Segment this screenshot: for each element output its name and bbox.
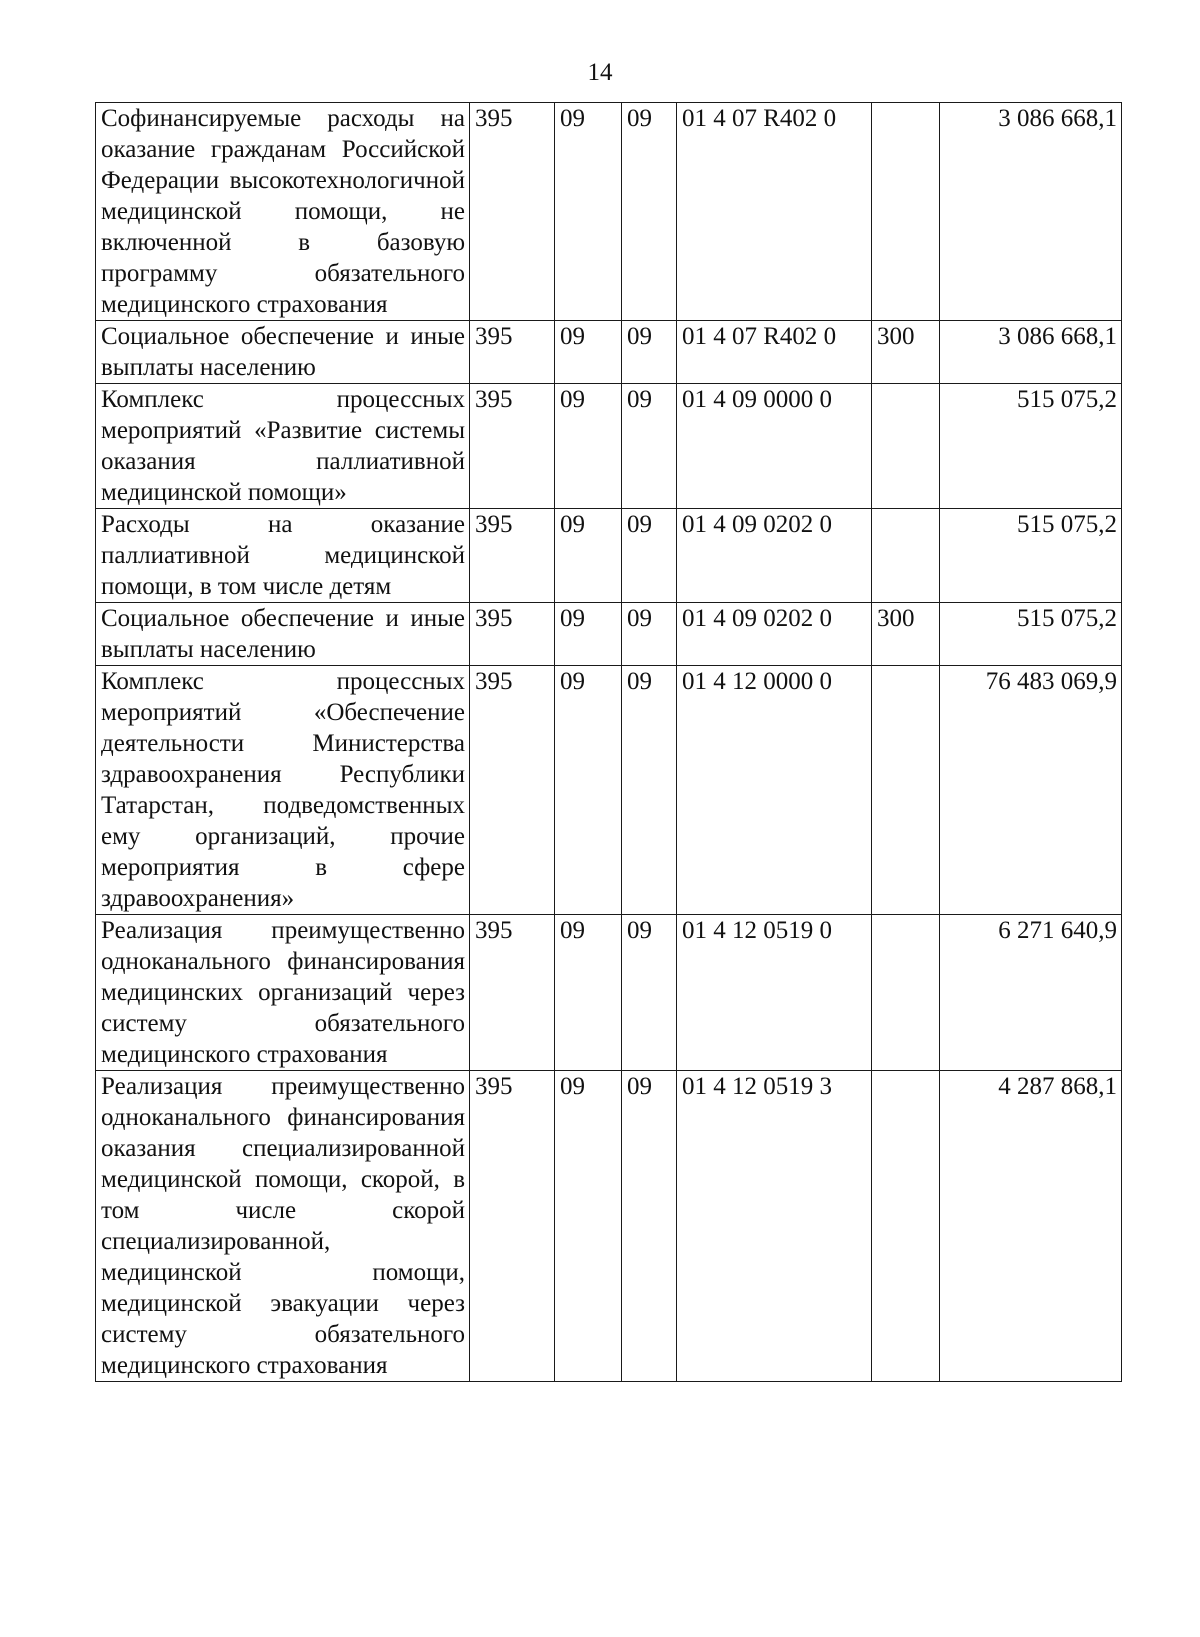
subsection-code: 09 <box>622 1071 677 1382</box>
expense-type-code <box>872 509 940 603</box>
section-code: 09 <box>555 384 622 509</box>
row-name: Комплекс процессных мероприятий «Обеспечение деятельности Министерства здравоохранения Республики Татарстан, подведомственных ему организаций, прочие мероприятия в сфере здравоохранения» <box>96 666 470 915</box>
subsection-code: 09 <box>622 915 677 1071</box>
table-row <box>96 915 1122 1071</box>
amount: 515 075,2 <box>940 509 1122 603</box>
subsection-code: 09 <box>622 666 677 915</box>
amount: 76 483 069,9 <box>940 666 1122 915</box>
amount: 6 271 640,9 <box>940 915 1122 1071</box>
expense-type-code <box>872 103 940 321</box>
ministry-code: 395 <box>470 603 555 666</box>
section-code: 09 <box>555 666 622 915</box>
table-row <box>96 321 1122 384</box>
table-row <box>96 603 1122 666</box>
amount: 3 086 668,1 <box>940 321 1122 384</box>
target-code: 01 4 09 0000 0 <box>677 384 872 509</box>
row-name: Комплекс процессных мероприятий «Развитие системы оказания паллиативной медицинской помощи» <box>96 384 470 509</box>
ministry-code: 395 <box>470 1071 555 1382</box>
budget-table <box>95 102 1122 1382</box>
ministry-code: 395 <box>470 321 555 384</box>
target-code: 01 4 12 0000 0 <box>677 666 872 915</box>
row-name: Софинансируемые расходы на оказание гражданам Российской Федерации высокотехнологичной медицинской помощи, не включенной в базовую программу обязательного медицинского страхования <box>96 103 470 321</box>
section-code: 09 <box>555 103 622 321</box>
amount: 515 075,2 <box>940 384 1122 509</box>
target-code: 01 4 07 R402 0 <box>677 103 872 321</box>
ministry-code: 395 <box>470 915 555 1071</box>
amount: 515 075,2 <box>940 603 1122 666</box>
table-row <box>96 1071 1122 1382</box>
row-name: Реализация преимущественно одноканального финансирования медицинских организаций через систему обязательного медицинского страхования <box>96 915 470 1071</box>
expense-type-code <box>872 666 940 915</box>
subsection-code: 09 <box>622 384 677 509</box>
expense-type-code: 300 <box>872 603 940 666</box>
amount: 3 086 668,1 <box>940 103 1122 321</box>
table-row <box>96 384 1122 509</box>
target-code: 01 4 07 R402 0 <box>677 321 872 384</box>
row-name: Реализация преимущественно одноканального финансирования оказания специализированной медицинской помощи, скорой, в том числе скорой специализированной, медицинской помощи, медицинской эвакуации через систему обязательного медицинского страхования <box>96 1071 470 1382</box>
target-code: 01 4 12 0519 3 <box>677 1071 872 1382</box>
section-code: 09 <box>555 915 622 1071</box>
table-row <box>96 509 1122 603</box>
row-name: Расходы на оказание паллиативной медицинской помощи, в том числе детям <box>96 509 470 603</box>
expense-type-code <box>872 915 940 1071</box>
ministry-code: 395 <box>470 666 555 915</box>
target-code: 01 4 09 0202 0 <box>677 603 872 666</box>
subsection-code: 09 <box>622 509 677 603</box>
table-row <box>96 103 1122 321</box>
ministry-code: 395 <box>470 103 555 321</box>
expense-type-code <box>872 384 940 509</box>
ministry-code: 395 <box>470 384 555 509</box>
row-name: Социальное обеспечение и иные выплаты населению <box>96 321 470 384</box>
expense-type-code <box>872 1071 940 1382</box>
section-code: 09 <box>555 1071 622 1382</box>
table-row <box>96 666 1122 915</box>
target-code: 01 4 12 0519 0 <box>677 915 872 1071</box>
row-name: Социальное обеспечение и иные выплаты населению <box>96 603 470 666</box>
amount: 4 287 868,1 <box>940 1071 1122 1382</box>
section-code: 09 <box>555 509 622 603</box>
expense-type-code: 300 <box>872 321 940 384</box>
subsection-code: 09 <box>622 321 677 384</box>
section-code: 09 <box>555 321 622 384</box>
ministry-code: 395 <box>470 509 555 603</box>
page-number: 14 <box>587 59 613 86</box>
subsection-code: 09 <box>622 603 677 666</box>
target-code: 01 4 09 0202 0 <box>677 509 872 603</box>
section-code: 09 <box>555 603 622 666</box>
subsection-code: 09 <box>622 103 677 321</box>
